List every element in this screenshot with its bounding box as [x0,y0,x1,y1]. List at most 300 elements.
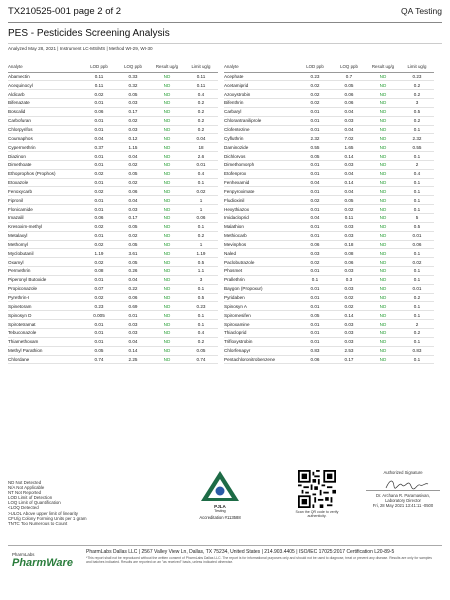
lod-cell: 0.05 [298,152,332,161]
analyte-cell: Ethoprophos (Prophos) [8,169,82,178]
analyte-cell: Oxamyl [8,258,82,267]
col-limit: Limit ug/g [400,55,434,72]
lod-cell: 0.01 [82,196,116,205]
loq-cell: 0.03 [116,125,150,134]
table-row [8,346,218,355]
result-cell: ND [150,116,184,125]
loq-cell: 0.7 [332,72,366,81]
table-row [224,328,434,337]
col-lod: LOD ppb [298,55,332,72]
lod-cell: 0.02 [298,99,332,108]
analyte-cell: Mevinphos [224,240,298,249]
analyte-cell: Carbaryl [224,107,298,116]
table-row [8,222,218,231]
analyte-cell: Chlorfenapyr [224,346,298,355]
limit-cell: 0.2 [400,293,434,302]
loq-cell: 0.05 [116,240,150,249]
report-id: TX210525-001 page 2 of 2 [8,5,122,17]
analyte-cell: Dimethomorph [224,160,298,169]
limit-cell: 0.4 [400,169,434,178]
limit-cell: 0.1 [400,302,434,311]
table-header-row [8,55,218,72]
analysis-meta: Analyzed May 28, 2021 | Instrument LC-MS/MS | Method WI-29, WI-30 [8,46,153,51]
loq-cell: 0.33 [116,72,150,81]
analyte-cell: Fenhexamid [224,178,298,187]
analyte-cell: Dimethoate [8,160,82,169]
loq-cell: 0.02 [116,231,150,240]
table-row [224,284,434,293]
analyte-cell: Spinetoram [8,302,82,311]
limit-cell: 1 [184,205,218,214]
lod-cell: 0.01 [82,275,116,284]
table-row [8,275,218,284]
signature-line [366,477,440,491]
analyte-cell: Boscalid [8,107,82,116]
lod-cell: 0.01 [82,116,116,125]
loq-cell: 0.17 [116,107,150,116]
result-cell: ND [366,284,400,293]
loq-cell: 0.11 [332,214,366,223]
table-row [224,346,434,355]
table-row [224,196,434,205]
lod-cell: 0.23 [82,302,116,311]
table-row [224,293,434,302]
limit-cell: 0.1 [400,196,434,205]
analyte-cell: Coumaphos [8,134,82,143]
loq-cell: 0.02 [332,293,366,302]
analyte-cell: Aldicarb [8,90,82,99]
result-cell: ND [366,187,400,196]
loq-cell: 2.25 [116,355,150,364]
report-header [8,4,442,18]
analyte-cell: Hexythiazox [224,205,298,214]
loq-cell: 0.12 [116,134,150,143]
loq-cell: 0.17 [332,355,366,364]
left-results-table [8,55,218,364]
table-row [8,178,218,187]
lod-cell: 0.07 [82,284,116,293]
lod-cell: 2.32 [298,134,332,143]
limit-cell: 0.2 [184,337,218,346]
limit-cell: 0.1 [184,284,218,293]
analyte-cell: Pyridaben [224,293,298,302]
loq-cell: 0.04 [116,196,150,205]
table-row [8,160,218,169]
limit-cell: 0.5 [400,107,434,116]
result-cell: ND [150,355,184,364]
limit-cell: 0.1 [184,311,218,320]
lod-cell: 0.01 [298,302,332,311]
limit-cell: 0.74 [184,355,218,364]
result-cell: ND [366,196,400,205]
legend-item: NT Not Reported [8,490,42,496]
section-title-bar [8,22,442,44]
limit-cell: 1.1 [184,267,218,276]
loq-cell: 0.03 [116,320,150,329]
table-row [8,293,218,302]
pjla-sub: Testing [214,509,226,513]
lod-cell: 0.01 [298,284,332,293]
result-cell: ND [150,187,184,196]
table-row [224,240,434,249]
table-row [224,116,434,125]
logo-main-text: PharmWare [12,557,73,569]
limit-cell: 0.1 [400,355,434,364]
lod-cell: 0.02 [298,81,332,90]
loq-cell: 0.03 [332,222,366,231]
table-row [8,240,218,249]
limit-cell: 0.1 [184,178,218,187]
lod-cell: 0.02 [298,196,332,205]
analyte-cell: Spiroxamine [224,320,298,329]
lod-cell: 0.01 [298,267,332,276]
limit-cell: 0.2 [184,99,218,108]
table-row [8,205,218,214]
analyte-cell: Azoxystrobin [224,90,298,99]
table-row [224,231,434,240]
result-cell: ND [150,99,184,108]
analyte-cell: Diazinon [8,152,82,161]
lod-cell: 0.005 [82,311,116,320]
table-row [8,72,218,81]
pharmware-logo [12,552,82,569]
analyte-cell: Chlorantraniliprole [224,116,298,125]
lod-cell: 0.02 [82,293,116,302]
loq-cell: 1.65 [332,143,366,152]
loq-cell: 0.04 [332,125,366,134]
lod-cell: 0.01 [82,337,116,346]
table-row [224,90,434,99]
table-row [224,152,434,161]
legend-item: >ULOL Above upper limit of linearity [8,510,79,516]
result-cell: ND [366,90,400,99]
lod-cell: 0.05 [82,346,116,355]
analyte-cell: Fenpyroximate [224,187,298,196]
analyte-cell: Carbofuran [8,116,82,125]
col-analyte: Analyte [8,55,82,72]
lod-cell: 0.02 [82,222,116,231]
table-row [8,337,218,346]
table-row [224,214,434,223]
loq-cell: 0.03 [332,267,366,276]
limit-cell: 0.1 [184,320,218,329]
limit-cell: 0.1 [400,267,434,276]
limit-cell: 1.19 [184,249,218,258]
result-cell: ND [150,302,184,311]
loq-cell: 0.05 [116,222,150,231]
result-cell: ND [150,143,184,152]
loq-cell: 0.03 [332,160,366,169]
qa-testing-label: QA Testing [401,6,442,16]
loq-cell: 0.3 [332,275,366,284]
lod-cell: 0.55 [298,143,332,152]
result-cell: ND [366,337,400,346]
table-row [224,337,434,346]
lab-address: PharmLabs Dallas LLC | 2567 Valley View Ln, Dallas, TX 75234, United States | 214.903.4405 | ISO/IEC 17025:2017 Certification L20-89-5 [86,549,395,555]
signature-scribble-icon [384,477,430,491]
analyte-cell: Pentachloronitrobenzene [224,355,298,364]
result-cell: ND [366,346,400,355]
result-cell: ND [366,99,400,108]
limit-cell: 0.2 [400,90,434,99]
result-cell: ND [366,275,400,284]
analyte-cell: Fipronil [8,196,82,205]
loq-cell: 0.69 [116,302,150,311]
pjla-logo-icon [200,470,240,502]
lod-cell: 0.01 [298,328,332,337]
limit-cell: 0.2 [184,107,218,116]
result-cell: ND [150,125,184,134]
limit-cell: 0.02 [184,187,218,196]
lod-cell: 0.01 [298,169,332,178]
analyte-cell: Metalaxyl [8,231,82,240]
lod-cell: 0.01 [82,160,116,169]
abbreviation-legend [8,480,87,526]
result-cell: ND [366,302,400,311]
lod-cell: 0.1 [298,275,332,284]
limit-cell: 0.1 [400,178,434,187]
analyte-cell: Flonicamide [8,205,82,214]
lod-cell: 0.06 [82,107,116,116]
result-cell: ND [366,328,400,337]
loq-cell: 0.03 [116,205,150,214]
lod-cell: 1.19 [82,249,116,258]
limit-cell: 0.83 [400,346,434,355]
analyte-cell: Permethrin [8,267,82,276]
analyte-cell: Fenoxycarb [8,187,82,196]
lod-cell: 0.01 [82,231,116,240]
lod-cell: 0.01 [298,231,332,240]
table-row [8,328,218,337]
analyte-cell: Propiconazole [8,284,82,293]
lod-cell: 0.01 [82,152,116,161]
lod-cell: 0.05 [298,311,332,320]
analyte-cell: Methiocarb [224,231,298,240]
limit-cell: 2 [400,160,434,169]
lod-cell: 0.06 [82,214,116,223]
lod-cell: 0.11 [82,72,116,81]
lod-cell: 0.06 [298,240,332,249]
col-limit: Limit ug/g [184,55,218,72]
analyte-cell: Abamectin [8,72,82,81]
disclaimer: *This report shall not be reproduced without the written consent of PharmLabs Dallas LLC. The report is for informational purposes only and should not be used to diagnose, treat or prevent any disease. Results are only for samples and batches indicated. Results are reported on an "as received" basis, unless indicated otherwise. [86,556,432,564]
loq-cell: 0.02 [116,160,150,169]
limit-cell: 0.1 [400,275,434,284]
analyte-cell: Baygon (Propoxur) [224,284,298,293]
lod-cell: 0.01 [82,320,116,329]
limit-cell: 0.5 [400,222,434,231]
lod-cell: 0.02 [82,90,116,99]
analyte-cell: Acephate [224,72,298,81]
table-row [224,311,434,320]
table-row [224,107,434,116]
table-row [8,169,218,178]
table-row [224,302,434,311]
result-cell: ND [150,169,184,178]
table-row [224,134,434,143]
table-row [224,355,434,364]
result-cell: ND [366,125,400,134]
limit-cell: 0.1 [184,222,218,231]
loq-cell: 0.05 [116,90,150,99]
table-row [8,116,218,125]
result-cell: ND [150,160,184,169]
table-row [224,169,434,178]
lod-cell: 0.01 [298,337,332,346]
analyte-cell: Daminozide [224,143,298,152]
loq-cell: 0.03 [332,116,366,125]
lod-cell: 0.01 [298,320,332,329]
loq-cell: 0.02 [116,116,150,125]
loq-cell: 0.03 [116,99,150,108]
analyte-cell: Myclobutanil [8,249,82,258]
lod-cell: 0.83 [298,346,332,355]
limit-cell: 0.01 [400,231,434,240]
loq-cell: 0.06 [116,293,150,302]
table-row [224,222,434,231]
loq-cell: 0.18 [332,240,366,249]
lod-cell: 0.01 [298,205,332,214]
result-cell: ND [150,346,184,355]
table-row [224,178,434,187]
lod-cell: 0.01 [298,187,332,196]
limit-cell: 0.02 [400,258,434,267]
limit-cell: 0.01 [400,284,434,293]
limit-cell: 2.6 [184,152,218,161]
analyte-cell: Imazalil [8,214,82,223]
result-cell: ND [366,222,400,231]
limit-cell: 5 [400,214,434,223]
table-row [8,99,218,108]
lod-cell: 0.02 [298,90,332,99]
analyte-cell: Spiromesifen [224,311,298,320]
table-row [224,267,434,276]
loq-cell: 0.14 [332,178,366,187]
signer-name: Dr. Archana R. Paramasivan, [376,493,430,498]
loq-cell: 0.04 [116,152,150,161]
result-cell: ND [366,143,400,152]
limit-cell: 0.5 [184,293,218,302]
lod-cell: 0.02 [82,240,116,249]
result-cell: ND [366,72,400,81]
analyte-cell: Methyl Parathion [8,346,82,355]
table-row [8,284,218,293]
limit-cell: 0.1 [400,337,434,346]
table-row [224,249,434,258]
result-cell: ND [150,134,184,143]
col-analyte: Analyte [224,55,298,72]
lod-cell: 0.06 [298,355,332,364]
lod-cell: 0.23 [298,72,332,81]
result-cell: ND [150,275,184,284]
limit-cell: 0.5 [184,258,218,267]
result-cell: ND [366,160,400,169]
analyte-cell: Etoxazole [8,178,82,187]
limit-cell: 0.1 [400,249,434,258]
legend-item: TNTC Too Numerous to Count [8,520,68,526]
table-row [8,214,218,223]
limit-cell: 0.1 [400,205,434,214]
accreditation-block [188,470,252,520]
limit-cell: 1 [184,196,218,205]
limit-cell: 3 [400,99,434,108]
pjla-name: PJLA [214,504,226,509]
loq-cell: 0.02 [332,302,366,311]
loq-cell: 0.03 [332,337,366,346]
signature-block [360,470,446,508]
limit-cell: 0.2 [184,125,218,134]
loq-cell: 0.03 [332,284,366,293]
loq-cell: 7.02 [332,134,366,143]
loq-cell: 0.04 [332,187,366,196]
result-cell: ND [150,293,184,302]
table-row [224,143,434,152]
loq-cell: 0.14 [332,311,366,320]
result-cell: ND [150,337,184,346]
table-row [8,81,218,90]
analyte-cell: Thiamethoxam [8,337,82,346]
result-cell: ND [150,320,184,329]
section-title: PES - Pesticides Screening Analysis [8,27,170,39]
result-cell: ND [150,311,184,320]
analyte-cell: Bifenazate [8,99,82,108]
result-cell: ND [366,205,400,214]
col-loq: LOQ ppb [116,55,150,72]
legend-item: N/A Not Applicable [8,485,45,491]
limit-cell: 0.1 [400,311,434,320]
analyte-cell: Etofenprox [224,169,298,178]
limit-cell: 0.2 [400,328,434,337]
col-loq: LOQ ppb [332,55,366,72]
loq-cell: 0.06 [332,90,366,99]
lod-cell: 0.01 [298,293,332,302]
loq-cell: 0.03 [116,328,150,337]
qr-code-icon[interactable] [298,470,336,508]
legend-item: CFU/g Colony Forming Units per 1 gram [8,515,87,521]
result-cell: ND [150,152,184,161]
signer-title: Laboratory Director [385,498,421,503]
page-footer [8,545,442,585]
result-cell: ND [150,178,184,187]
limit-cell: 0.2 [184,231,218,240]
loq-cell: 0.02 [116,178,150,187]
table-row [224,320,434,329]
limit-cell: 0.1 [400,187,434,196]
result-cell: ND [366,258,400,267]
right-results-table [224,55,434,364]
result-cell: ND [366,293,400,302]
analyte-cell: Pyrethrin-I [8,293,82,302]
lod-cell: 0.74 [82,355,116,364]
result-cell: ND [150,196,184,205]
loq-cell: 0.04 [116,275,150,284]
result-cell: ND [150,214,184,223]
analyte-cell: Thiacloprid [224,328,298,337]
lod-cell: 0.01 [298,125,332,134]
limit-cell: 0.23 [400,72,434,81]
analyte-cell: Tebuconazole [8,328,82,337]
loq-cell: 0.26 [116,267,150,276]
analyte-cell: Prallethrin [224,275,298,284]
result-cell: ND [366,214,400,223]
qr-caption: Scan the QR code to verify authenticity. [295,510,339,519]
loq-cell: 0.02 [332,205,366,214]
col-result: Result ug/g [366,55,400,72]
limit-cell: 0.4 [184,169,218,178]
table-row [8,143,218,152]
analyte-cell: Spirotetramat [8,320,82,329]
analyte-cell: Piperonyl Butoxide [8,275,82,284]
